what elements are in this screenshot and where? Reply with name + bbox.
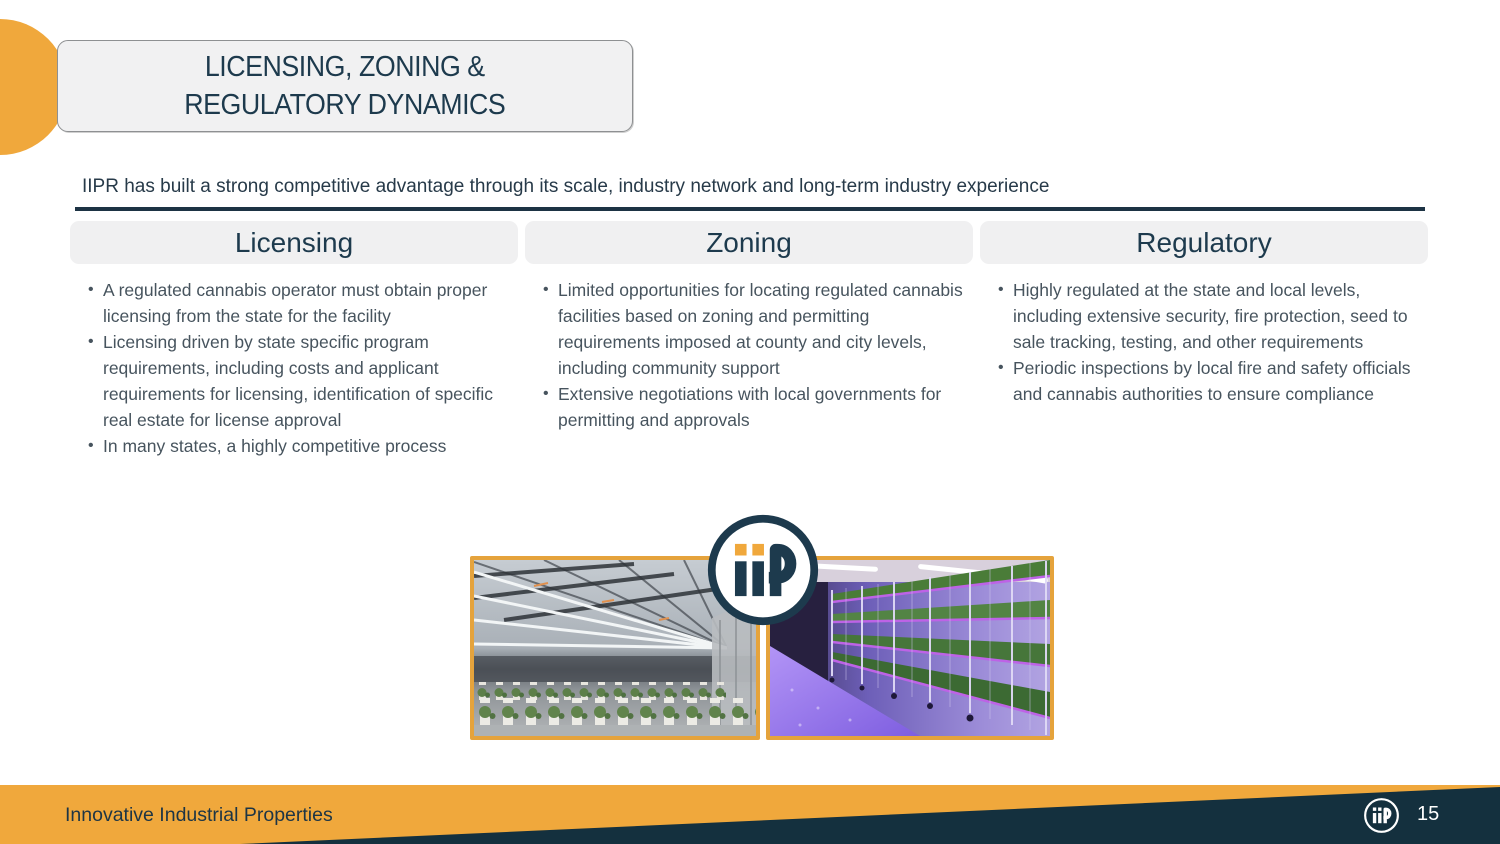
slide-title-box: [57, 40, 633, 132]
bullet-item: • Extensive negotiations with local governments for permitting and approvals: [542, 381, 967, 433]
bullet-item: • A regulated cannabis operator must obtain proper licensing from the state for the facility: [87, 277, 512, 329]
slide-title: [184, 48, 505, 124]
iip-logo-icon: [705, 512, 821, 628]
column-header-licensing: Licensing: [70, 221, 518, 264]
bullet-item: • Highly regulated at the state and local levels, including extensive security, fire protection, seed to sale tracking, testing, and other requirements: [997, 277, 1422, 355]
column-licensing: [70, 221, 518, 459]
slide-subtitle: IIPR has built a strong competitive advantage through its scale, industry network and long-term industry experience: [82, 176, 1050, 197]
three-column-section: [70, 221, 1428, 459]
bullet-item: • Limited opportunities for locating regulated cannabis facilities based on zoning and permitting requirements imposed at county and city levels, including community support: [542, 277, 967, 381]
column-zoning: [525, 221, 973, 459]
column-header-zoning: Zoning: [525, 221, 973, 264]
divider-rule: [75, 207, 1425, 211]
column-header-regulatory: Regulatory: [980, 221, 1428, 264]
iip-logo: [705, 512, 821, 628]
zoning-bullet-list: [525, 277, 973, 433]
slide-title-line1: LICENSING, ZONING &: [205, 51, 485, 83]
slide-title-line2: REGULATORY DYNAMICS: [184, 89, 506, 121]
bullet-item: • Periodic inspections by local fire and safety officials and cannabis authorities to ensure compliance: [997, 355, 1422, 407]
column-regulatory: [980, 221, 1428, 459]
regulatory-bullet-list: [980, 277, 1428, 407]
footer-company-name: Innovative Industrial Properties: [65, 804, 333, 826]
footer-iip-logo-icon: [1363, 797, 1400, 834]
bullet-item: • In many states, a highly competitive process: [87, 433, 512, 459]
page-number: 15: [1417, 803, 1440, 825]
bullet-item: • Licensing driven by state specific program requirements, including costs and applicant requirements for licensing, identification of specific real estate for license approval: [87, 329, 512, 433]
licensing-bullet-list: [70, 277, 518, 459]
